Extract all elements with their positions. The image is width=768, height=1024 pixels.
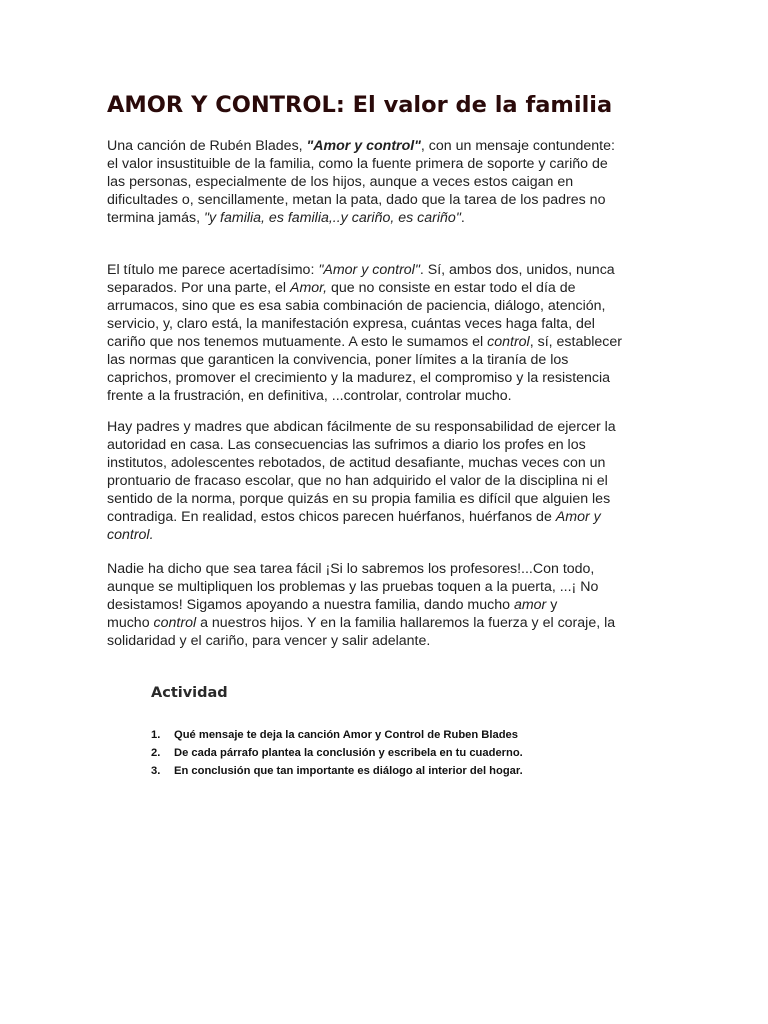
text-line: institutos, adolescentes rebotados, de actitud desafiante, muchas veces con un	[107, 455, 606, 471]
song-quote: "y familia, es familia,..y cariño, es cariño"	[203, 210, 461, 226]
text-line: prontuario de fracaso escolar, que no han adquirido el valor de la disciplina ni el	[107, 473, 608, 489]
text-line: arrumacos, sino que es esa sabia combinación de paciencia, diálogo, atención,	[107, 298, 606, 314]
list-item	[151, 762, 523, 780]
text-line: caprichos, promover el crecimiento y la madurez, el compromiso y la resistencia	[107, 370, 611, 386]
paragraph-1	[107, 137, 667, 227]
text-line: frente a la frustración, en definitiva, ...controlar, controlar mucho.	[107, 388, 512, 404]
paragraph-3	[107, 418, 667, 544]
text-line: separados. Por una parte, el Amor, que no consiste en estar todo el día de	[107, 280, 576, 296]
list-item-text: Qué mensaje te deja la canción Amor y Control de Ruben Blades	[174, 729, 518, 741]
text-line: termina jamás, "y familia, es familia,..y cariño, es cariño".	[107, 210, 465, 226]
text-line: Hay padres y madres que abdican fácilmente de su responsabilidad de ejercer la	[107, 419, 616, 435]
list-number: 2.	[151, 747, 161, 759]
text-line: contradiga. En realidad, estos chicos parecen huérfanos, huérfanos de Amor y	[107, 509, 601, 525]
text-line: aunque se multipliquen los problemas y las pruebas toquen a la puerta, ...¡ No	[107, 579, 599, 595]
song-title-emphasis: "Amor y control"	[306, 138, 421, 154]
text-line: control.	[107, 527, 154, 543]
text-line: las personas, especialmente de los hijos, aunque a veces estos caigan en	[107, 174, 574, 190]
text-line: dificultades o, sencillamente, metan la pata, dado que la tarea de los padres no	[107, 192, 606, 208]
text-line: El título me parece acertadísimo: "Amor y control". Sí, ambos dos, unidos, nunca	[107, 262, 615, 278]
paragraph-4	[107, 560, 667, 650]
text-line: autoridad en casa. Las consecuencias las sufrimos a diario los profes en los	[107, 437, 586, 453]
text-line: Nadie ha dicho que sea tarea fácil ¡Si lo sabremos los profesores!...Con todo,	[107, 561, 595, 577]
list-item	[151, 744, 523, 762]
text-line: mucho control a nuestros hijos. Y en la familia hallaremos la fuerza y el coraje, la	[107, 615, 616, 631]
text-line: desistamos! Sigamos apoyando a nuestra familia, dando mucho amor y	[107, 597, 558, 613]
text-line: el valor insustituible de la familia, como la fuente primera de soporte y cariño de	[107, 156, 608, 172]
text-line: sentido de la norma, porque quizás en su propia familia es difícil que alguien les	[107, 491, 611, 507]
page-title: AMOR Y CONTROL: El valor de la familia	[107, 92, 613, 118]
list-item-text: De cada párrafo plantea la conclusión y escribela en tu cuaderno.	[174, 747, 523, 759]
activity-heading: Actividad	[151, 685, 228, 701]
paragraph-2	[107, 261, 667, 405]
activity-list	[151, 726, 523, 780]
text-line: solidaridad y el cariño, para vencer y salir adelante.	[107, 633, 431, 649]
list-item	[151, 726, 523, 744]
text-line: las normas que garanticen la convivencia, poner límites a la tiranía de los	[107, 352, 569, 368]
text-line: cariño que nos tenemos mutuamente. A esto le sumamos el control, sí, establecer	[107, 334, 622, 350]
list-number: 1.	[151, 729, 161, 741]
list-number: 3.	[151, 765, 161, 777]
text-line: Una canción de Rubén Blades, "Amor y control", con un mensaje contundente:	[107, 138, 615, 154]
list-item-text: En conclusión que tan importante es diálogo al interior del hogar.	[174, 765, 523, 777]
text-line: servicio, y, claro está, la manifestación expresa, cuántas veces haga falta, del	[107, 316, 595, 332]
